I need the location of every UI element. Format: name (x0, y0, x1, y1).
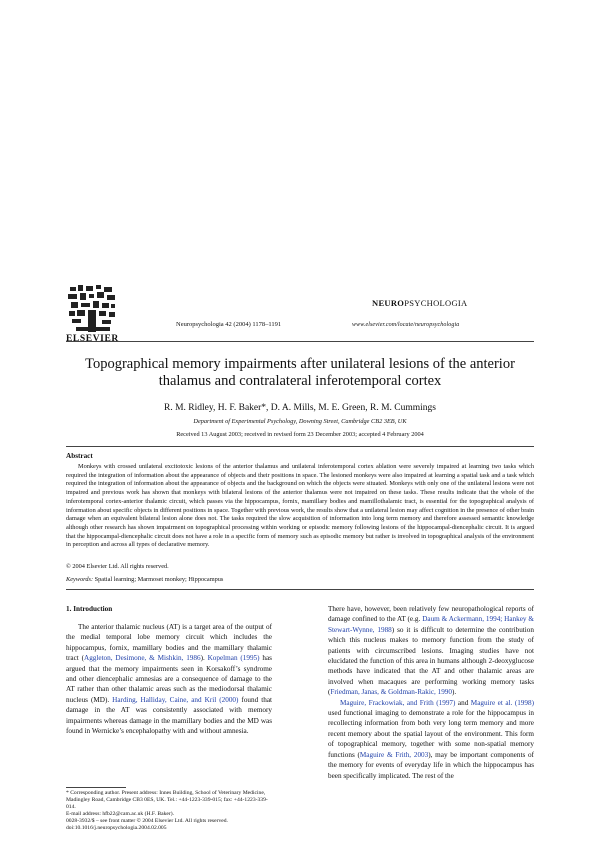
intro-paragraph (328, 698, 534, 781)
keywords (66, 576, 223, 583)
issn-line: 0028-3932/$ – see front matter © 2004 Elsevier Ltd. All rights reserved. (66, 818, 228, 824)
keywords-list: Spatial learning; Marmoset monkey; Hippocampus (93, 576, 224, 583)
publication-info (66, 818, 272, 832)
abstract-copyright: © 2004 Elsevier Ltd. All rights reserved. (66, 563, 169, 570)
abstract-top-divider (66, 446, 534, 447)
citation-link[interactable]: Harding, Halliday, Caine, and Kril (2000) (112, 695, 239, 704)
keywords-label: Keywords: (66, 576, 94, 583)
intro-text: There have, however, been relatively few neuropathological reports of damage confined to the AT (e.g. (328, 605, 534, 624)
intro-text: has argued that the memory impairments seen in Korsakoff’s syndrome and other diencephalic amnesias are a consequence of damage to the AT rather than other thalamic areas such as the mediodorsal thalamic nucleus (MD). (66, 654, 272, 704)
intro-left-column (66, 622, 272, 736)
journal-url-link[interactable]: www.elsevier.com/locate/neuropsychologia (352, 322, 460, 328)
footnote-divider (66, 787, 126, 788)
intro-text: ), may be important components of the memory for events of everyday life in which the hippocampus has been specifically implicated. The rest of the (328, 750, 534, 780)
journal-title (372, 298, 467, 308)
citation-link[interactable]: Friedman, Janas, & Goldman-Rakic, 1990 (330, 688, 452, 697)
publisher-name: ELSEVIER (66, 334, 119, 344)
intro-text: The anterior thalamic nucleus (AT) is a target area of the output of the medial temporal lobe memory circuit which includes the hippocampus, fornix, mamillary bodies and the mamillary thalamic tract ( (66, 623, 272, 663)
affiliation: Department of Experimental Psychology, Downing Street, Cambridge CB2 3EB, UK (193, 418, 407, 425)
intro-right-column (328, 604, 534, 781)
article-title: Topographical memory impairments after unilateral lesions of the anterior thalamus and contralateral inferotemporal cortex (85, 356, 515, 389)
header-divider (66, 341, 534, 342)
received-dates: Received 13 August 2003; received in revised form 23 December 2003; accepted 4 February 2004 (176, 431, 424, 438)
corresponding-author-footnote (66, 790, 272, 818)
intro-text: ). (451, 688, 457, 697)
journal-title-bold: NEURO (372, 298, 405, 308)
intro-paragraph (328, 604, 534, 698)
citation-link[interactable]: Maguire & Frith, 2003 (359, 750, 429, 759)
doi-line: doi:10.1016/j.neuropsychologia.2004.02.005 (66, 825, 167, 831)
intro-text: ). (200, 654, 208, 663)
journal-title-rest: PSYCHOLOGIA (404, 298, 468, 308)
abstract-body: Monkeys with crossed unilateral excitotoxic lesions of the anterior thalamus and unilateral inferotemporal cortex ablation were severely impaired at learning two tasks which required the integration of information about the appearance of objects and their positions in space. The lesioned monkeys were also impaired at learning a spatial task and a task which required the integration of information about the appearance of objects and the background on which the objects were situated. Monkeys with only one of the unilateral lesions were not impaired and previous work has shown that monkeys with bilateral lesions of the anterior thalamus were not impaired on these tasks. These results indicate that the whole of the inferotemporal cortex-anterior thalamic circuit, which passes via the hippocampus, fornix, mamillary bodies and mamillothalamic tract, is essential for the topographical analysis of information about specific objects in different positions in space. Together with previous work, the results show that a unilateral lesion may affect cognition in the presence of other brain damage when an equivalent bilateral lesion alone does not. The tasks required the slow acquisition of information into long term memory and therefore assessed semantic knowledge although other research has shown impairment on topographical processing within working or episodic memory following lesions of the hippocampal-diencephalic circuit. It is argued that the hippocampal-diencephalic circuit does not have a role in a specific form of memory such as episodic memory but rather is involved in topographical analysis of the environment in perception and across all types of declarative memory. (66, 463, 534, 549)
citation-link[interactable]: Maguire et al. (1998) (470, 698, 534, 707)
intro-text: used functional imaging to demonstrate a role for the hippocampus in recollecting information from both very long term memory and more recent memory about the spatial layout of the environment. This form of topographical memory, together with some non-spatial memory functions ( (328, 709, 534, 759)
abstract-bottom-divider (66, 589, 534, 590)
citation-link[interactable]: Maguire, Frackowiak, and Frith (1997) (340, 698, 456, 707)
citation-link[interactable]: Aggleton, Desimone, & Mishkin, 1986 (84, 654, 201, 663)
corresponding-address: * Corresponding author. Present address: Innes Building, School of Veterinary Medicine, Madingley Road, Cambridge CB3 0ES, UK. Tel.: +44-1223-339-015; fax: +44-1223-339-014. (66, 790, 268, 810)
intro-text: and (455, 698, 471, 707)
email-address: E-mail address: hfb22@cam.ac.uk (H.F. Baker). (66, 811, 174, 817)
author-list: R. M. Ridley, H. F. Baker*, D. A. Mills, M. E. Green, R. M. Cummings (163, 403, 437, 413)
citation-link[interactable]: Kopelman (1995) (207, 654, 260, 663)
citation-link[interactable]: Daum & Ackermann, 1994; Hankey & Stewart-Wynne, 1988 (328, 615, 534, 634)
intro-text: ) so it is difficult to determine the contribution which this nucleus makes to memory function from the study of patients with circumscribed lesions. Imaging studies have not elucidated the function of this area in humans although 2-deoxyglucose methods have indicated that the AT and other thalamic areas are involved when macaques are performing working memory tasks ( (328, 625, 534, 697)
elsevier-tree-logo (66, 283, 118, 333)
intro-text: found that damage in the AT was consistently associated with memory impairments whereas damage in the mamillary bodies and the MD was found in Wernicke’s encephalopathy with and without amnesia. (66, 695, 273, 736)
section-heading-introduction: 1. Introduction (66, 605, 113, 613)
abstract-heading: Abstract (66, 452, 93, 460)
journal-citation: Neuropsychologia 42 (2004) 1178–1191 (176, 321, 282, 328)
